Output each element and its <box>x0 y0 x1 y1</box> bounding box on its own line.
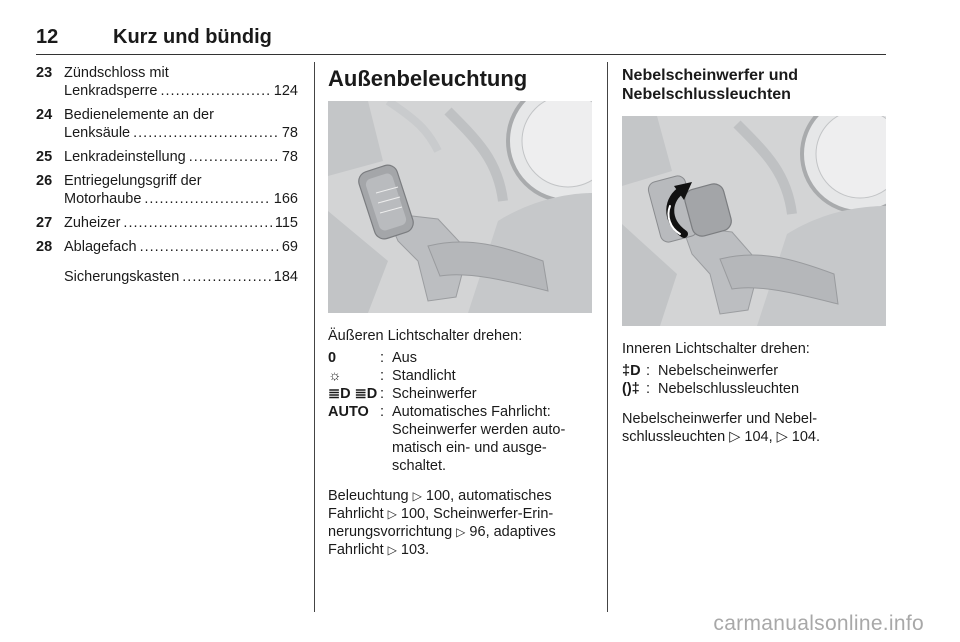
headlight-icon: ≣D ≣D <box>328 386 378 402</box>
item-text: Ablagefach <box>64 239 137 255</box>
legend-row: ☼ : Standlicht <box>328 367 592 385</box>
parts-list <box>36 64 298 292</box>
page-title: Kurz und bündig <box>113 26 272 48</box>
legend-desc: Nebelscheinwerfer <box>658 363 779 379</box>
section-heading: Außenbeleuchtung <box>328 66 528 91</box>
item-text: Zündschloss mit <box>64 65 169 81</box>
item-number: 26 <box>36 173 53 189</box>
page-ref[interactable]: 78 <box>281 149 298 165</box>
column-divider <box>607 62 608 612</box>
column-divider <box>314 62 315 612</box>
reference-arrow-icon: ▷ <box>387 507 397 521</box>
item-text: Lenkradeinstellung <box>64 149 186 165</box>
legend-row: ()‡ : Nebelschlussleuchten <box>622 380 886 398</box>
legend-row: ‡D : Nebelscheinwerfer <box>622 362 886 380</box>
off-symbol: 0 <box>328 350 337 366</box>
item-number: 23 <box>36 65 53 81</box>
list-item <box>36 148 298 166</box>
item-number: 25 <box>36 149 53 165</box>
page-ref[interactable]: 184 <box>273 269 298 285</box>
symbol-legend <box>328 349 592 475</box>
legend-desc: Scheinwerfer <box>392 386 477 402</box>
list-item <box>36 238 298 256</box>
item-text: Lenkradsperre <box>64 83 158 99</box>
site-watermark: carmanualsonline.info <box>713 612 924 635</box>
fog-lights-section <box>622 64 886 446</box>
reference-arrow-icon: ▷ <box>412 489 422 503</box>
fog-switch-illustration <box>622 116 886 326</box>
legend-desc: Automatisches Fahrlicht: Scheinwerfer werden auto-matisch ein- und ausge-schaltet. <box>392 404 566 474</box>
list-item <box>36 106 298 142</box>
legend-desc: Nebelschlussleuchten <box>658 381 800 397</box>
item-text: Motorhaube <box>64 191 142 207</box>
item-text: Lenksäule <box>64 125 131 141</box>
page-number: 12 <box>36 26 59 48</box>
sidelight-icon: ☼ <box>328 368 342 384</box>
page-ref[interactable]: 78 <box>281 125 298 141</box>
legend-row: 0 : Aus <box>328 349 592 367</box>
page-ref[interactable]: 124 <box>273 83 298 99</box>
item-text: Sicherungskasten <box>64 269 180 285</box>
item-number: 28 <box>36 239 53 255</box>
symbol-legend <box>622 362 886 398</box>
list-item <box>36 64 298 100</box>
list-item <box>36 268 298 286</box>
item-text: Entriegelungsgriff der <box>64 173 202 189</box>
legend-row: ≣D ≣D : Scheinwerfer <box>328 385 592 403</box>
light-switch-drawing <box>328 101 592 313</box>
page-header <box>36 26 886 55</box>
item-text: Zuheizer <box>64 215 121 231</box>
rear-fog-icon: ()‡ <box>622 381 640 397</box>
page-ref[interactable]: 115 <box>274 215 298 231</box>
reference-arrow-icon: ▷ <box>387 543 397 557</box>
item-number: 24 <box>36 107 53 123</box>
item-number: 27 <box>36 215 53 231</box>
section-heading: Nebelscheinwerfer und Nebelschlussleuchten <box>622 67 799 103</box>
list-item <box>36 214 298 232</box>
page-ref[interactable]: 166 <box>273 191 298 207</box>
reference-arrow-icon: ▷ <box>456 525 466 539</box>
cross-reference-paragraph: Nebelscheinwerfer und Nebel-schlussleuchten ▷ 104, ▷ 104. <box>622 411 821 445</box>
item-text: Bedienelemente an der <box>64 107 214 123</box>
legend-row: AUTO : Automatisches Fahrlicht: Scheinwerfer werden auto-matisch ein- und ausge-schaltet. <box>328 403 592 475</box>
figure-caption: Äußeren Lichtschalter drehen: <box>328 328 523 344</box>
light-switch-illustration <box>328 101 592 313</box>
cross-reference-paragraph: Beleuchtung ▷ 100, automatisches Fahrlicht ▷ 100, Scheinwerfer-Erin-nerungsvorrichtung ▷ 96, adaptives Fahrlicht ▷ 103. <box>328 488 556 558</box>
legend-desc: Aus <box>392 350 417 366</box>
list-item <box>36 172 298 208</box>
fog-switch-drawing <box>622 116 886 326</box>
figure-caption: Inneren Lichtschalter drehen: <box>622 341 810 357</box>
exterior-lighting-section <box>328 64 592 559</box>
auto-symbol: AUTO <box>328 404 369 420</box>
legend-desc: Standlicht <box>392 368 456 384</box>
front-fog-icon: ‡D <box>622 363 641 379</box>
page-ref[interactable]: 69 <box>281 239 298 255</box>
